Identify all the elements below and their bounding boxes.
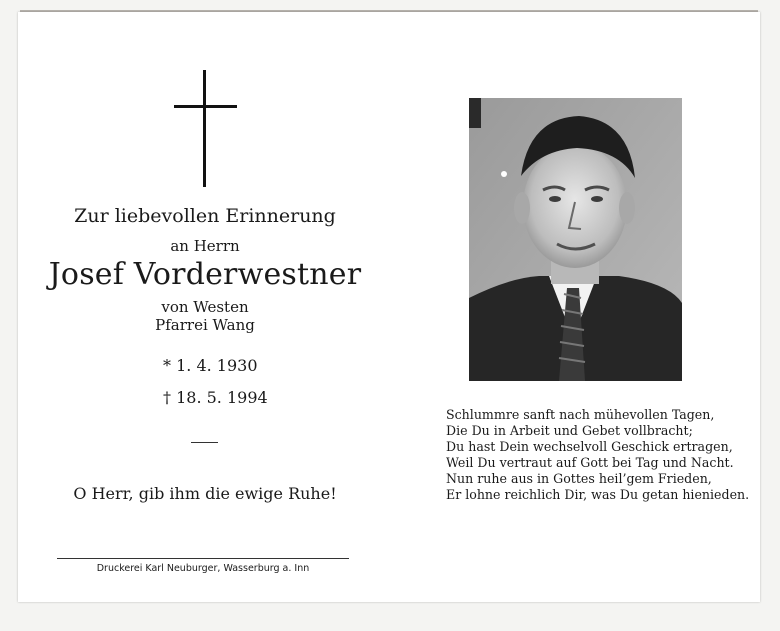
deceased-name: Josef Vorderwestner — [48, 257, 362, 292]
printer-credit: Druckerei Karl Neuburger, Wasserburg a. Inn — [96, 563, 310, 574]
herrn-text: an Herrn — [170, 237, 240, 255]
death-date: † 18. 5. 1994 — [163, 388, 268, 407]
portrait-image — [469, 98, 682, 381]
parish-text: Pfarrei Wang — [155, 316, 255, 334]
prayer-text: O Herr, gib ihm die ewige Ruhe! — [73, 484, 337, 503]
poem-line: Schlummre sanft nach mühevollen Tagen, — [446, 407, 715, 422]
intro-text: Zur liebevollen Erinnerung — [74, 205, 336, 227]
poem-line: Die Du in Arbeit und Gebet vollbracht; — [446, 423, 693, 438]
birth-date: * 1. 4. 1930 — [163, 356, 258, 375]
cross-icon — [203, 70, 206, 187]
poem-line: Weil Du vertraut auf Gott bei Tag und Nacht. — [446, 455, 734, 470]
poem-line: Du hast Dein wechselvoll Geschick ertragen, — [446, 439, 733, 454]
printer-rule — [57, 558, 349, 559]
memorial-poem — [446, 407, 750, 503]
poem-line: Er lohne reichlich Dir, was Du getan hienieden. — [446, 487, 750, 502]
cross-icon-bar — [174, 105, 237, 108]
portrait-photo — [469, 98, 682, 381]
origin-text: von Westen — [161, 298, 249, 316]
divider-dash — [191, 442, 218, 443]
poem-line: Nun ruhe aus in Gottes heil’gem Frieden, — [446, 471, 712, 486]
